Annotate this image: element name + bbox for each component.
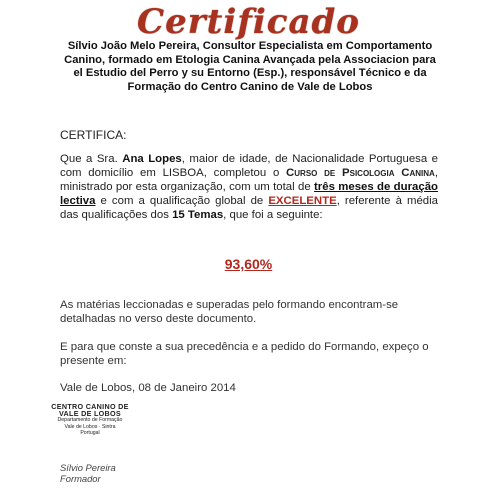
body-text-4: e com a qualificação global de [95,195,269,207]
stamp-line-2: VALE DE LOBOS [58,408,122,418]
signer-name: Sílvio Pereira [60,462,116,473]
issuer-statement: Sílvio João Melo Pereira, Consultor Especialista em Comportamento Canino, formado em Etologia Canina Avançada pela Associacion para el Estudio del Perro y su Entorno (Esp.), responsável Técnico e da Formação do Centro Canino de Vale de Lobos [64,40,436,93]
body-text-2: , maior de idade, de Nacionalidade Portuguesa e com domicílio em LISBOA, completou o [60,153,439,179]
certificate-title: Certificado [137,2,360,42]
topics-count: 15 Temas [172,209,224,221]
certification-body [60,152,438,222]
final-grade: 93,60% [224,256,273,272]
signer-role: Formador [60,473,101,484]
subjects-note: As matérias leccionadas e superadas pelo formando encontram-se detalhadas no verso deste documento. [60,299,399,325]
stamp-line-4: Vale de Lobos · Sintra [64,423,116,430]
stamp-line-3: Departamento de Formação [57,417,123,424]
issue-date: Vale de Lobos, 08 de Janeiro 2014 [60,382,236,394]
organization-stamp [40,404,140,437]
body-text-3: , ministrado por esta organização, com um total de [60,167,438,193]
certifica-label: CERTIFICA: [60,128,127,142]
course-duration: três meses de duração lectiva [60,181,438,207]
signature-block [60,462,116,484]
issuance-note: E para que conste a sua precedência e a pedido do Formando, expeço o presente em: [60,341,429,367]
stamp-line-1: CENTRO CANINO DE [51,402,129,411]
qualification-grade: EXCELENTE [268,195,337,207]
body-text-5: , referente à média das qualificações dos [60,195,438,221]
student-name: Ana Lopes [122,153,182,165]
body-text-6: , que foi a seguinte: [223,209,323,221]
body-text-1: Que a Sra. [60,153,123,165]
stamp-line-5: Portugal [80,430,100,437]
course-name: Curso de Psicologia Canina [286,167,435,179]
